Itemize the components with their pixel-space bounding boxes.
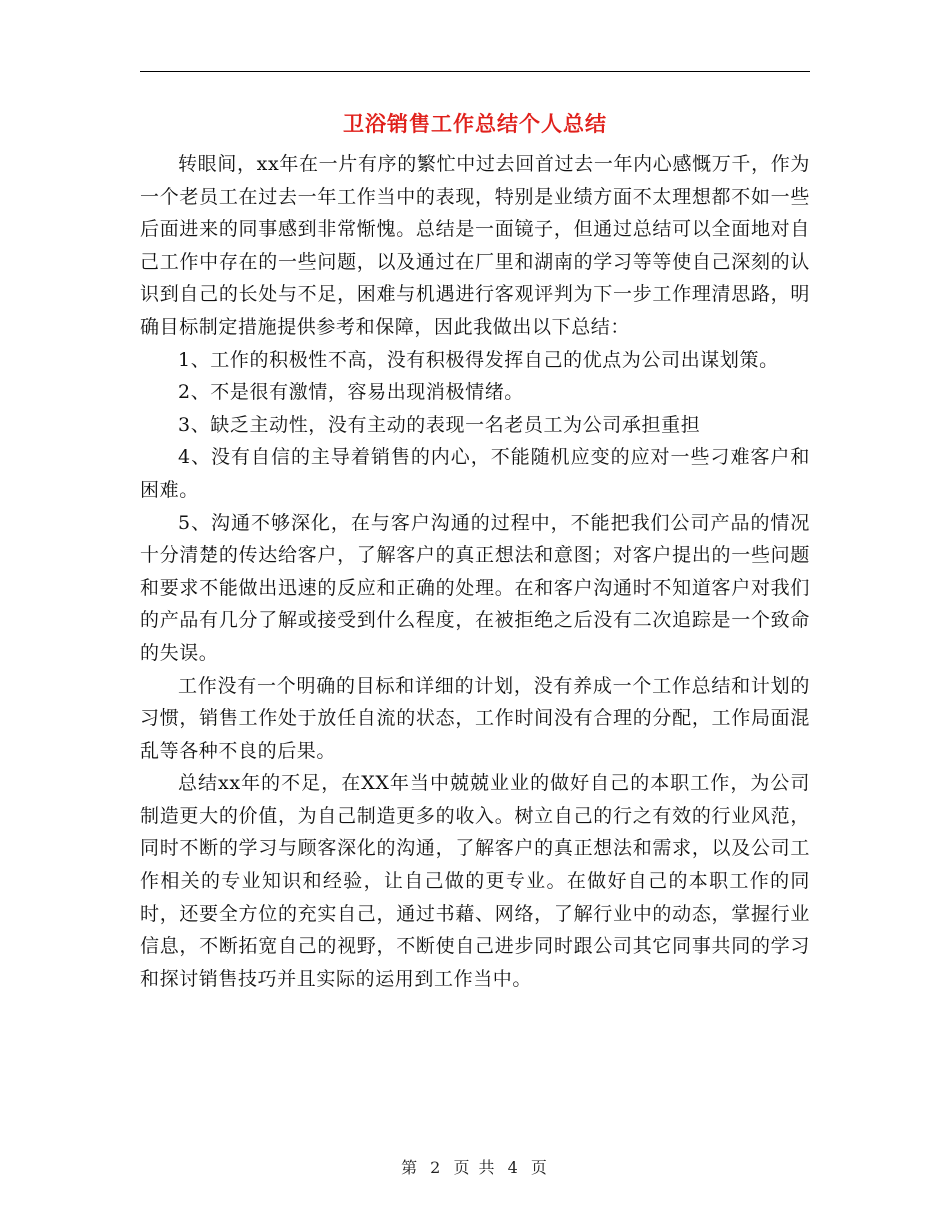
paragraph-item-1: 1、工作的积极性不高，没有积极得发挥自己的优点为公司出谋划策。 [178,348,779,371]
footer-label-end: 页 [530,1158,549,1177]
footer-label-page: 第 [401,1158,420,1177]
paragraph-item-4: 4、没有自信的主导着销售的内心，不能随机应变的应对一些刁难客户和困难。 [140,446,810,501]
document-title: 卫浴销售工作总结个人总结 [343,112,607,136]
footer-total-pages: 4 [507,1158,520,1177]
footer-label-of: 页 共 [453,1158,497,1177]
document-body [140,148,810,995]
paragraph-item-3: 3、缺乏主动性，没有主动的表现一名老员工为公司承担重担 [178,413,701,436]
header-rule [140,71,810,72]
paragraph-item-5: 5、沟通不够深化，在与客户沟通的过程中，不能把我们公司产品的情况十分清楚的传达给客户，了解客户的真正想法和意图；对客户提出的一些问题和要求不能做出迅速的反应和正确的处理。在和客户沟通时不知道客户对我们的产品有几分了解或接受到什么程度，在被拒绝之后没有二次追踪是一个致命的失误。 [140,511,810,664]
footer-current-page: 2 [430,1158,443,1177]
paragraph-item-2: 2、不是很有激情，容易出现消极情绪。 [178,381,524,404]
paragraph-conclusion: 总结xx年的不足，在XX年当中兢兢业业的做好自己的本职工作，为公司制造更大的价值，为自己制造更多的收入。树立自己的行之有效的行业风范，同时不断的学习与顾客深化的沟通，了解客户的真正想法和需求，以及公司工作相关的专业知识和经验，让自己做的更专业。在做好自己的本职工作的同时，还要全方位的充实自己，通过书藉、网络，了解行业中的动态，掌握行业信息，不断拓宽自己的视野，不断使自己进步同时跟公司其它同事共同的学习和探讨销售技巧并且实际的运用到工作当中。 [140,772,810,990]
paragraph-plan: 工作没有一个明确的目标和详细的计划，没有养成一个工作总结和计划的习惯，销售工作处于放任自流的状态，工作时间没有合理的分配，工作局面混乱等各种不良的后果。 [140,674,810,762]
page-footer [0,1155,950,1178]
paragraph-intro: 转眼间，xx年在一片有序的繁忙中过去回首过去一年内心感慨万千，作为一个老员工在过去一年工作当中的表现，特别是业绩方面不太理想都不如一些后面进来的同事感到非常惭愧。总结是一面镜子，但通过总结可以全面地对自己工作中存在的一些问题，以及通过在厂里和湖南的学习等等使自己深刻的认识到自己的长处与不足，困难与机遇进行客观评判为下一步工作理清思路，明确目标制定措施提供参考和保障，因此我做出以下总结： [140,153,810,338]
